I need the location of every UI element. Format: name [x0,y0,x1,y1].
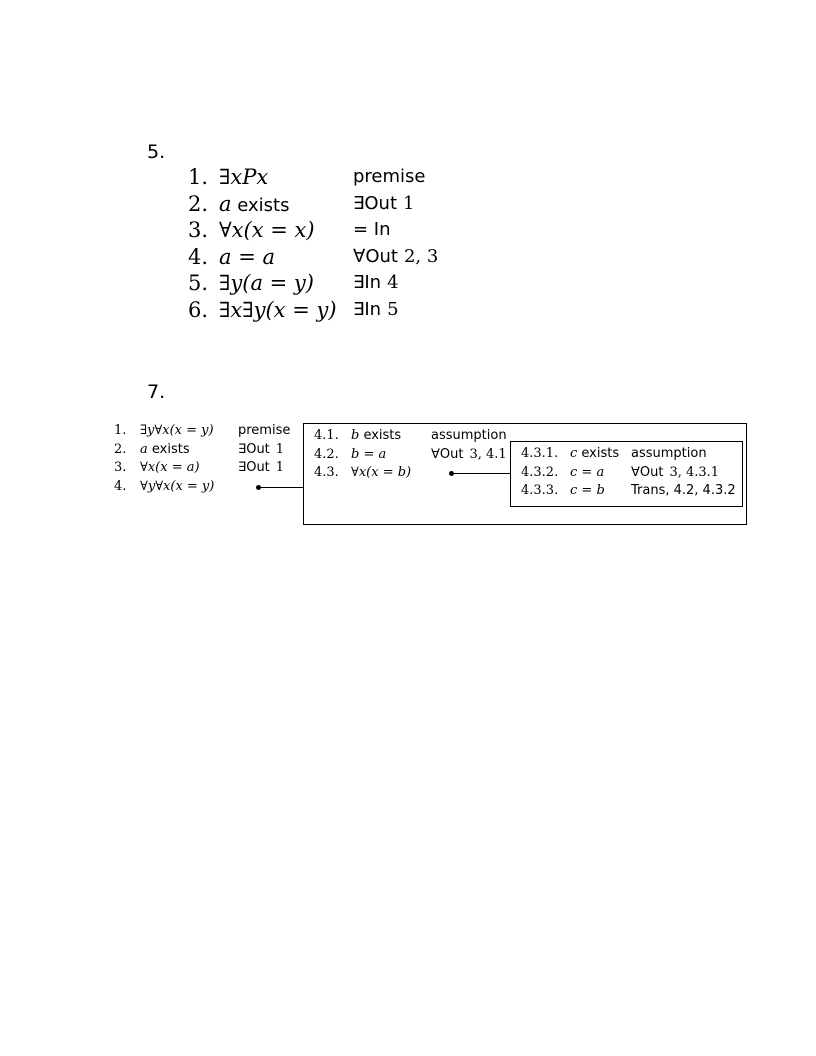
connector-line [451,473,510,474]
line-formula: ∃y∀x(x = y) [140,423,214,438]
line-rule: ∃In 4 [353,272,399,294]
line-rule: ∃Out 1 [353,192,415,214]
line-rule: assumption [431,428,507,443]
line-formula: a = a [219,244,275,269]
line-formula: b exists [351,428,402,443]
line-formula: ∃y(a = y) [219,271,314,296]
line-number: 4.1. [314,428,339,443]
line-number: 5. [188,271,209,296]
line-number: 4.2. [314,446,339,462]
line-rule: = In [353,219,391,241]
line-formula: ∀x(x = x) [219,218,315,243]
line-number: 4. [188,244,209,269]
line-formula: ∀y∀x(x = y) [140,478,215,494]
line-rule: ∃In 5 [353,298,399,320]
line-number: 3. [114,460,127,476]
line-number: 1. [114,423,127,438]
line-number: 4. [114,478,127,494]
line-number: 3. [188,218,209,243]
line-rule: ∃Out 1 [238,460,285,476]
line-formula: ∀x(x = a) [140,460,200,476]
connector-line [258,487,303,488]
problem-5-label: 5. [147,141,166,163]
line-number: 4.3.1. [521,446,559,461]
line-formula: c exists [570,446,620,461]
line-rule: ∀Out 3, 4.3.1 [631,464,720,480]
line-rule: ∀Out 3, 4.1 [431,446,507,462]
line-rule: assumption [631,446,707,461]
line-number: 4.3.3. [521,483,559,499]
line-formula: ∀x(x = b) [351,465,412,481]
line-number: 2. [188,191,209,216]
line-rule: ∀Out 2, 3 [353,245,439,267]
line-number: 1. [188,165,209,189]
line-formula: b = a [351,446,387,462]
line-number: 4.3. [314,465,339,481]
line-formula: a exists [219,191,290,216]
line-formula: ∃xPx [219,165,269,189]
line-formula: a exists [140,441,190,457]
line-formula: ∃x∃y(x = y) [219,297,337,322]
line-number: 6. [188,297,209,322]
line-number: 2. [114,441,127,457]
line-formula: c = b [570,483,605,499]
line-rule: Trans, 4.2, 4.3.2 [631,483,736,499]
line-rule: ∃Out 1 [238,441,285,457]
line-rule: premise [353,166,426,187]
line-formula: c = a [570,464,605,480]
line-number: 4.3.2. [521,464,559,480]
line-rule: premise [238,423,291,438]
problem-7-label: 7. [147,381,166,403]
